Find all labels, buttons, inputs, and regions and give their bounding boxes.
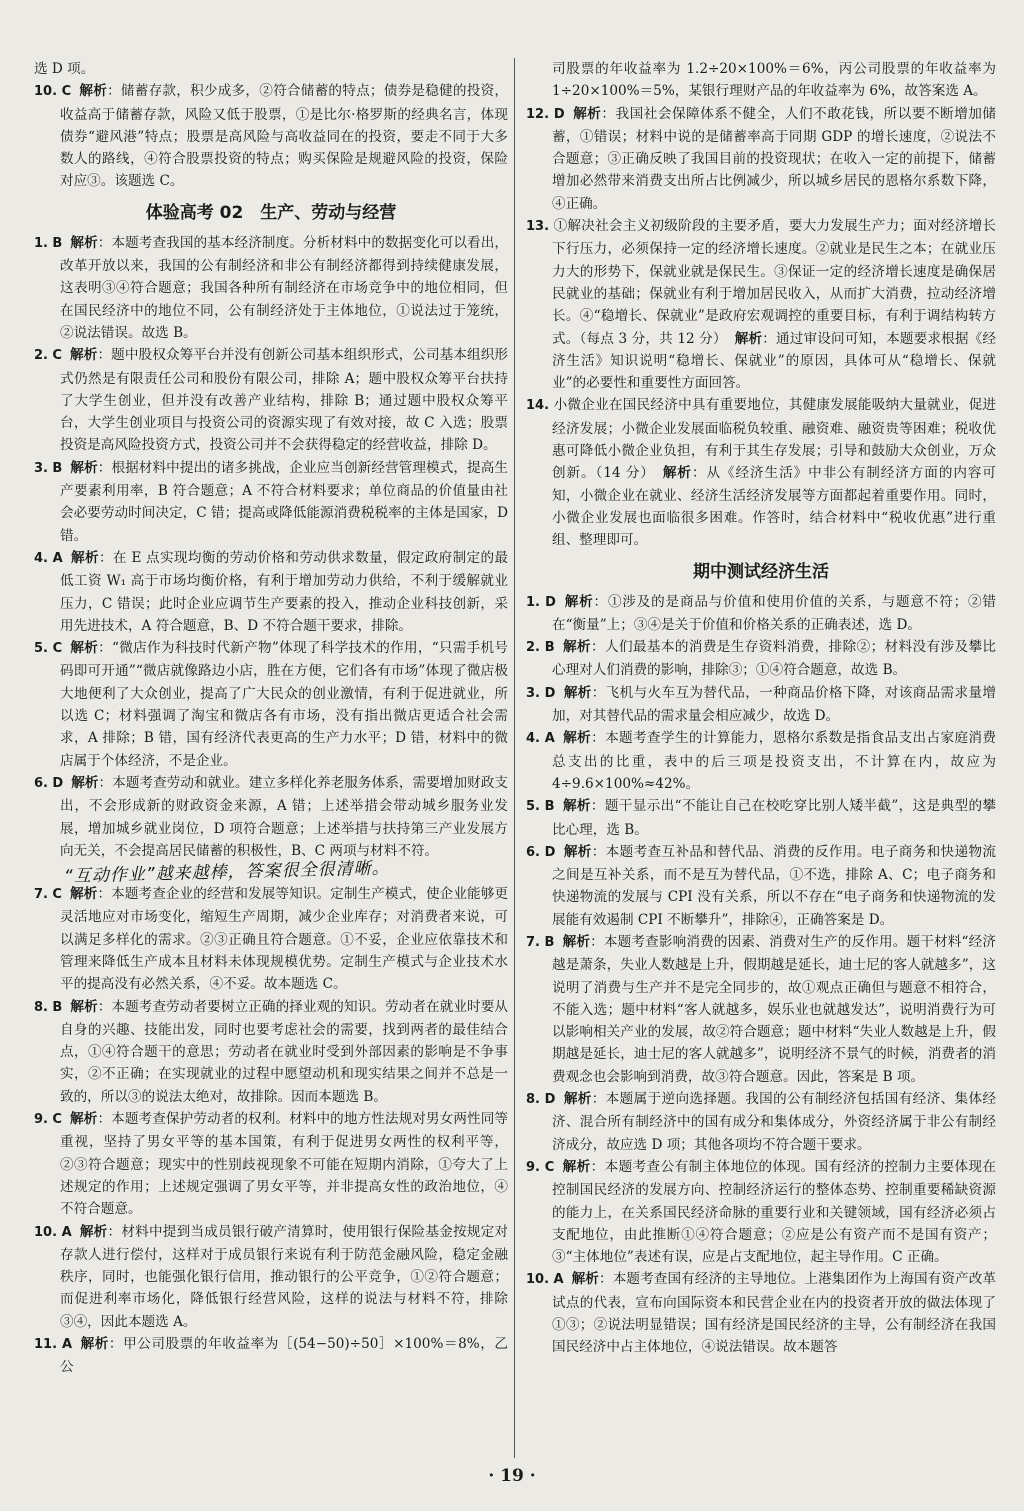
item-answer: D <box>544 685 556 701</box>
analysis-label: 解析 <box>70 234 98 251</box>
item-number: 4. <box>34 550 48 566</box>
right-answer-list <box>526 103 996 552</box>
item-text: ①解决社会主义初级阶段的主要矛盾，要大力发展生产力；面对经济增长下行压力，必须保持一定的经济增长速度。②就业是民生之本；在就业压力大的形势下，保就业就是保民生。③保证一定的经济增长速度是确保居民就业的基础；保就业有利于增加居民收入，从而扩大消费，拉动经济增长。④“稳增长、保就业”是政府宏观调控的重要目标，有利于调结构转方式。（每点 3 分，共 12 分） <box>552 218 996 347</box>
intro-line: 选 D 项。 <box>34 61 95 77</box>
answer-item <box>526 1268 996 1358</box>
item-text: ：甲公司股票的年收益率为［(54−50)÷50］×100%＝8%，乙公 <box>60 1336 509 1376</box>
item-answer: A <box>61 1224 72 1240</box>
item-text: ：本题考查公有制主体地位的体现。国有经济的控制力主要体现在控制国民经济的发展方向、控制经济运行的整体态势、控制重要稀缺资源的能力上，在关系国民经济命脉的重要行业和关键领域，国有经济必须占支配地位，由此推断①④符合题意；②应是公有资产而不是国有资产；③“主体地位”表述有误，应是占支配地位，起主导作用。C 正确。 <box>552 1158 997 1266</box>
item-number: 12. <box>526 106 550 122</box>
section-title-midterm: 期中测试经济生活 <box>693 561 829 582</box>
answer-item <box>34 1333 508 1379</box>
item-number: 1. <box>526 594 540 610</box>
item-answer: C <box>52 1112 62 1128</box>
section-title: 体验高考 02 生产、劳动与经营 <box>145 202 397 223</box>
item-number: 10. <box>34 84 58 100</box>
analysis-label: 解析 <box>563 843 592 860</box>
item-text: ：本题考查保护劳动者的权利。材料中的地方性法规对男女两性同等重视，坚持了男女平等的基本国策，有利于促进男女两性的权利平等，②③符合题意；现实中的性别歧视现象不可能在短期内消除，①夸大了上述规定的作用；上述规定强调了男女平等，并非提高女性的政治地位，④不符合题意。 <box>60 1111 509 1218</box>
item-text: ：储蓄存款，积少成多，②符合储蓄的特点；债券是稳健的投资，收益高于储蓄存款，风险又低于股票，①是比尔·格罗斯的经典名言，体现债券“避风港”特点；股票是高风险与高收益同在的投资，要走不同于大多数人的路线，④符合股票投资的特点；购买保险是规避风险的投资，保险对应③。该题选 C。 <box>60 83 509 190</box>
analysis-label: 解析 <box>70 998 98 1015</box>
item-text: ：从《经济生活》中非公有制经济方面的内容可知，小微企业在就业、经济生活经济发展等方面都起着重要作用。同时，小微企业发展也面临很多困难。作答时，结合材料中“税收优惠”进行重组、整理即可。 <box>552 465 996 549</box>
analysis-label: 解析 <box>662 465 692 482</box>
column-divider <box>514 58 515 1458</box>
item-answer: D <box>545 594 556 610</box>
item-answer: D <box>52 775 64 791</box>
analysis-label: 解析 <box>571 1271 600 1288</box>
item-answer: D <box>544 844 556 860</box>
analysis-label: 解析 <box>562 798 591 815</box>
analysis-label: 解析 <box>69 347 98 364</box>
item-number: 11. <box>34 1337 58 1353</box>
item-text: ：本题考查我国的基本经济制度。分析材料中的数据变化可以看出，改革开放以来，我国的公有制经济和非公有制经济都得到持续健康发展，这表明③④符合题意；我国各种所有制经济在市场竞争中的地位相同，但在国民经济中的地位不同，公有制经济处于主体地位，①说法过于笼统，②说法错误。故选 B。 <box>60 234 509 341</box>
item-answer: B <box>544 799 555 815</box>
item-text: ：人们最基本的消费是生存资料消费，排除②；材料没有涉及攀比心理对人们消费的影响，排除③；①④符合题意，故选 B。 <box>552 639 997 679</box>
answer-item <box>34 1108 508 1220</box>
analysis-label: 解析 <box>71 774 99 791</box>
item-answer: B <box>544 640 555 656</box>
analysis-label: 解析 <box>563 593 594 610</box>
item-number: 1. <box>34 235 48 251</box>
left-column <box>34 58 508 1379</box>
handwritten-note: “互动作业”越来越棒，答案很全很清晰。 <box>63 858 390 887</box>
analysis-label: 解析 <box>563 684 592 701</box>
item-answer: B <box>544 934 555 950</box>
item-text: ：本题考查互补品和替代品、消费的反作用。电子商务和快递物流之间是互补关系，而不是互为替代品，①不选，排除 A、C；电子商务和快递物流的发展与 CPI 没有关系，所以不存在“电子商务和快递物流的发展能有效遏制 CPI 不断攀升”，排除④，正确答案是 D。 <box>552 843 996 928</box>
item-11-continuation: 司股票的年收益率为 1.2÷20×100%＝6%，丙公司股票的年收益率为 1÷20×100%＝5%，某银行理财产品的年收益率为 6%，故答案选 A。 <box>552 61 996 100</box>
answer-item <box>34 996 508 1108</box>
item-number: 2. <box>526 640 540 656</box>
analysis-label: 解析 <box>562 639 591 656</box>
item-number: 6. <box>34 775 48 791</box>
item-answer: B <box>52 999 63 1015</box>
answer-item-10-prev <box>34 80 508 192</box>
item-text: ：本题考查企业的经营和发展等知识。定制生产模式，使企业能够更灵活地应对市场变化，缩短生产周期，减少企业库存；对消费者来说，可以满足多样化的需求。②③正确且符合题意。①不妥，企业应依靠技术和管理来降低生产成本且材料未体现规模优势。定制生产模式与企业技术水平的提高没有必然关系，④不妥。故本题选 C。 <box>60 886 509 993</box>
analysis-label: 解析 <box>79 83 108 100</box>
item-text: ：“微店作为科技时代新产物”体现了科学技术的作用，“只需手机号码即可开通”“微店就像路边小店，胜在方便，它们各有市场”体现了微店极大地便利了大众创业，提高了广大民众的创业激情，有利于促进就业，所以选 C；材料强调了淘宝和微店各有市场，没有指出微店更适合社会需求，A 排除；B 错，国有经济代表更高的生产力水平；D 错，材料中的微店属于个体经济，不是企业。 <box>60 640 508 769</box>
item-number: 6. <box>526 844 540 860</box>
item-number: 10. <box>526 1272 550 1288</box>
item-text: ：在 E 点实现均衡的劳动价格和劳动供求数量，假定政府制定的最低工资 W₁ 高于市场均衡价格，有利于增加劳动力供给，不利于缓解就业压力，C 错误；此时企业应调节生产要素的投入，推动企业科技创新，采用先进技术，A 符合题意，B、D 不符合题干要求，排除。 <box>60 549 508 634</box>
analysis-label: 解析 <box>562 933 591 950</box>
item-number: 14. <box>526 398 550 414</box>
analysis-label: 解析 <box>69 886 98 903</box>
answer-item <box>34 772 508 862</box>
item-text: ：根据材料中提出的诸多挑战，企业应当创新经营管理模式，提高生产要素利用率，B 符合题意；A 不符合材料要求；单位商品的价值量由社会必要劳动时间决定，C 错；提高或降低能源消费税税率的主体是国家，D 错。 <box>60 459 509 544</box>
item-text: 小微企业在国民经济中具有重要地位，其健康发展能吸纳大量就业，促进经济发展；小微企业发展面临税负较重、融资难、融资贵等困难；税收优惠可降低小微企业负担，有利于其生存发展；引导和鼓励大众创业，万众创新。（14 分） <box>552 397 996 482</box>
item-answer: B <box>52 235 63 251</box>
item-text: ：①涉及的是商品与价值和使用价值的关系，与题意不符；②错在“衡量”上；③④是关于价值和价格关系的正确表述，选 D。 <box>552 593 997 633</box>
answer-item <box>526 795 996 841</box>
item-text: ：通过审设问可知，本题要求根据《经济生活》知识说明“稳增长、保就业”的原因，具体可从“稳增长、保就业”的必要性和重要性方面回答。 <box>552 330 997 392</box>
midterm-answer-list <box>526 591 996 1359</box>
item-number: 7. <box>34 887 48 903</box>
item-text: ：材料中提到当成员银行破产清算时，使用银行保险基金按规定对存款人进行偿付，这样对于成员银行来说有利于防范金融风险，稳定金融秩序，同时，也能强化银行信用，推动银行的公平竞争，①②符合题意；而促进利率市场化，降低银行经营风险，这样的说法与材料不符，排除③④，因此本题选 A。 <box>60 1223 509 1330</box>
answer-item <box>526 841 996 931</box>
analysis-label: 解析 <box>70 640 99 657</box>
answer-item <box>526 931 996 1088</box>
item-number: 10. <box>34 1224 58 1240</box>
answer-item <box>34 457 508 547</box>
item-number: 9. <box>526 1159 540 1175</box>
analysis-label: 解析 <box>70 459 98 476</box>
page-number: · 19 · <box>488 1466 536 1486</box>
item-number: 2. <box>34 348 48 364</box>
answer-item <box>34 883 508 995</box>
item-answer: D <box>553 106 565 122</box>
item-answer: C <box>52 641 63 657</box>
item-number: 4. <box>526 731 540 747</box>
item-answer: C <box>544 1159 555 1175</box>
right-column <box>526 58 996 1359</box>
analysis-label: 解析 <box>563 1091 592 1108</box>
answer-item <box>526 1088 996 1156</box>
analysis-label: 解析 <box>80 1336 109 1353</box>
item-text: ：本题考查学生的计算能力，恩格尔系数是指食品支出占家庭消费总支出的比重，表中的后三项是投资支出，不计算在内，故应为4÷9.6×100%≈42%。 <box>552 730 997 792</box>
item-number: 3. <box>34 460 48 476</box>
item-answer: C <box>52 887 62 903</box>
item-number: 5. <box>34 641 48 657</box>
analysis-label: 解析 <box>562 730 592 747</box>
item-number: 8. <box>34 999 48 1015</box>
answer-item <box>34 344 508 456</box>
answer-item <box>526 394 996 551</box>
item-answer: A <box>544 731 555 747</box>
answer-item <box>526 215 996 394</box>
item-text: ：本题考查劳动和就业。建立多样化养老服务体系，需要增加财政支出，不会形成新的财政资金来源，A 错；上述举措会带动城乡服务业发展，增加城乡就业岗位，D 项符合题意；上述举措与扶持第三产业发展方向无关，不会提高居民储蓄的积极性，B、C 两项与材料不符。 <box>60 774 509 859</box>
item-answer: A <box>553 1272 564 1288</box>
item-number: 13. <box>526 219 550 235</box>
item-text: ：飞机与火车互为替代品，一种商品价格下降，对该商品需求量增加，对其替代品的需求量会相应减少，故选 D。 <box>552 684 996 725</box>
analysis-label: 解析 <box>70 549 99 566</box>
item-text: ：我国社会保障体系不健全，人们不敢花钱，所以要不断增加储蓄，①错误；材料中说的是储蓄率高于同期 GDP 的增长速度，②说法不合题意；③正确反映了我国目前的投资现状；在收入一定的前提下，储蓄增加必然带来消费支出所占比例减少，所以城乡居民的恩格尔系数下降，④正确。 <box>552 105 997 212</box>
answer-item <box>526 591 996 637</box>
item-number: 3. <box>526 685 540 701</box>
item-number: 9. <box>34 1112 48 1128</box>
answer-item <box>34 1221 508 1333</box>
answer-item <box>34 232 508 344</box>
item-answer: A <box>52 550 63 566</box>
item-answer: A <box>61 1337 72 1353</box>
answer-item <box>526 1156 996 1268</box>
item-number: 5. <box>526 799 540 815</box>
item-text: ：题中股权众筹平台并没有创新公司基本组织形式，公司基本组织形式仍然是有限责任公司和股份有限公司，排除 A；题中股权众筹平台扶持了大学生创业，但并没有改善产业结构，排除 B；通过题中股权众筹平台，大学生创业项目与投资公司的资源实现了有效对接，故 C 入选；股票投资是高风险投资方式，投资公司并不会获得稳定的经营收益，排除 D。 <box>60 347 509 454</box>
analysis-label: 解析 <box>572 105 602 122</box>
item-answer: C <box>61 84 72 100</box>
item-text: ：本题考查劳动者要树立正确的择业观的知识。劳动者在就业时要从自身的兴趣、技能出发，同时也要考虑社会的需要，找到两者的最佳结合点，①④符合题干的意思；劳动者在就业时受到外部因素的影响是不争事实，②不正确；在实现就业的过程中愿望动机和现实结果之间并不总是一致的，所以③的说法太绝对，故排除。因而本题选 B。 <box>60 998 509 1105</box>
answer-item <box>526 727 996 795</box>
answer-item <box>526 636 996 682</box>
analysis-label: 解析 <box>69 1111 98 1128</box>
item-number: 8. <box>526 1092 540 1108</box>
answer-item <box>34 637 508 772</box>
analysis-label: 解析 <box>79 1223 108 1240</box>
item-text: ：本题考查影响消费的因素、消费对生产的反作用。题干材料“经济越是萧条，失业人数越是上升，假期越是延长，迪士尼的客人就越多”，这说明了消费与生产并不是完全同步的，故①观点正确但与题意不相符合，不能入选；题中材料“客人就越多，娱乐业也就越发达”，说明消费行为可以影响相关产业的发展，故②符合题意；题中材料“失业人数越是上升，假期越是延长，迪士尼的客人就越多”，说明经济不景气的时候，消费者的消费观念也会影响到消费，故③符合题意。因此，答案是 B 项。 <box>552 933 997 1085</box>
item-text: ：本题考查国有经济的主导地位。上港集团作为上海国有资产改革试点的代表，宣布向国际资本和民营企业在内的投资者开放的做法体现了①③；②说法明显错误；国有经济是国民经济的主导，公有制经济在我国国民经济中占主体地位，④说法错误。故本题答 <box>552 1271 997 1356</box>
analysis-label: 解析 <box>734 330 763 347</box>
item-number: 7. <box>526 934 540 950</box>
item-text: ：本题属于逆向选择题。我国的公有制经济包括国有经济、集体经济、混合所有制经济中的国有成分和集体成分，外资经济属于非公有制经济成分，故应选 D 项；其他各项均不符合题干要求。 <box>552 1091 996 1153</box>
answer-item <box>34 547 508 637</box>
answer-item <box>526 682 996 728</box>
answer-item <box>526 103 996 215</box>
item-answer: D <box>544 1092 556 1108</box>
left-answer-list <box>34 232 508 1379</box>
item-answer: C <box>52 348 62 364</box>
item-text: ：题干显示出“不能让自己在校吃穿比别人矮半截”，这是典型的攀比心理，选 B。 <box>552 798 996 838</box>
analysis-label: 解析 <box>562 1158 591 1175</box>
item-answer: B <box>52 460 63 476</box>
